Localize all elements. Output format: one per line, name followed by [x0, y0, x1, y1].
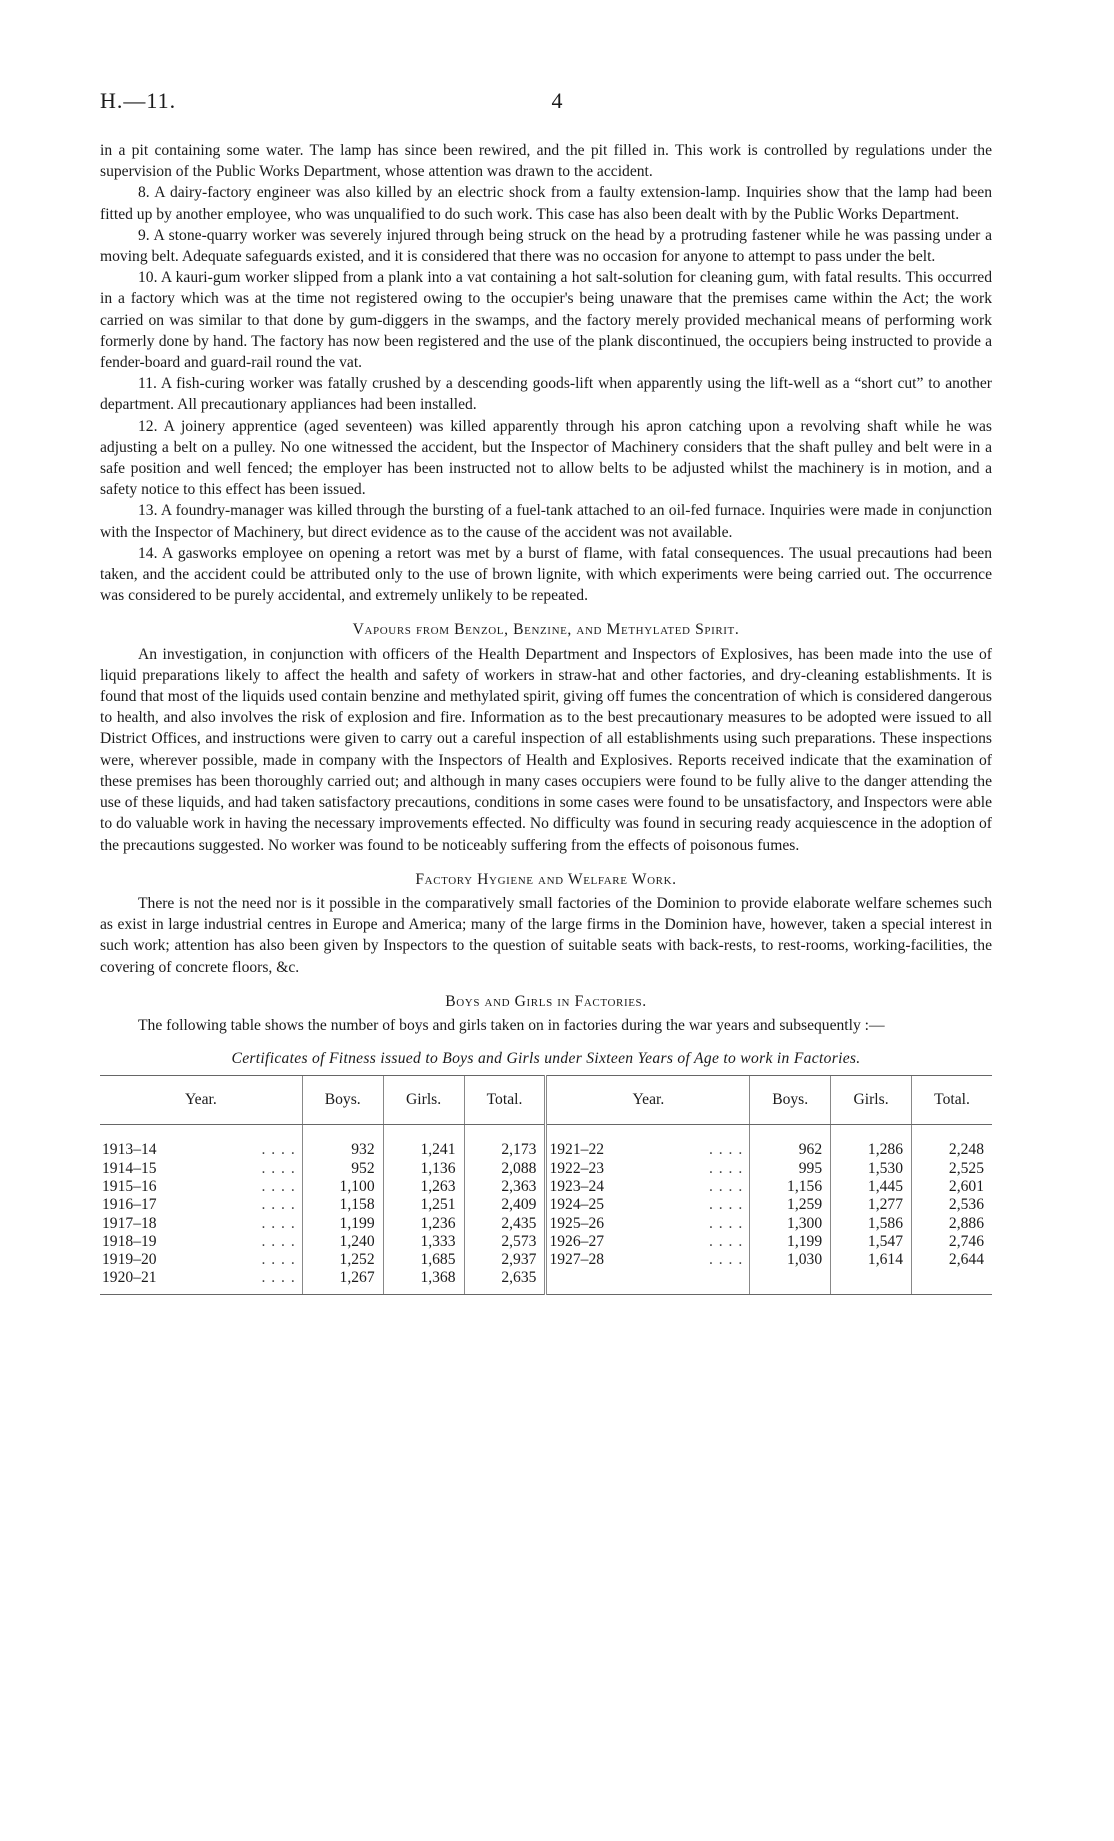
table-row [100, 1160, 992, 1178]
total-cell: 2,536 [912, 1196, 992, 1214]
year-cell: 1922–23 [546, 1160, 683, 1178]
table-header-row [100, 1076, 992, 1125]
leader-dots: . . . . [261, 1196, 296, 1214]
document-reference: H.—11. [100, 88, 177, 113]
table-row [100, 1178, 992, 1196]
boys-cell: 952 [302, 1160, 383, 1178]
table-row [100, 1233, 992, 1251]
boys-cell: 1,199 [302, 1215, 383, 1233]
paragraph: 8. A dairy-factory engineer was also killed by an electric shock from a faulty extension-lamp. Inquiries show that the lamp had been fitted up by another employee, who was unqualified to do such work. This case has also been dealt with by the Public Works Department. [100, 184, 992, 223]
table-row [100, 1251, 992, 1269]
year-cell: 1923–24 [546, 1178, 683, 1196]
paragraph: There is not the need nor is it possible in the comparatively small factories of the Dominion to provide elaborate welfare schemes such as exist in large industrial centres in Europe and America; many of the large firms in the Dominion have, however, taken a special interest in such work; attention has also been given by Inspectors to the question of suitable seats with back-rests, to rest-rooms, working-facilities, the covering of concrete floors, &c. [100, 894, 992, 976]
year-cell: 1916–17 [102, 1196, 157, 1214]
leader-dots: . . . . [261, 1141, 296, 1159]
leader-dots: . . . . [708, 1141, 744, 1159]
leader-dots [683, 1269, 750, 1287]
table-row [100, 1141, 992, 1159]
girls-cell: 1,333 [383, 1233, 464, 1251]
column-header-girls: Girls. [383, 1076, 464, 1125]
paragraph: 9. A stone-quarry worker was severely injured through being struck on the head by a protruding fastener while he was passing under a moving belt. Adequate safeguards existed, and it is considered that there was no occasion for anyone to attempt to pass under the belt. [100, 226, 992, 266]
girls-cell: 1,685 [383, 1251, 464, 1269]
boys-cell: 1,267 [302, 1269, 383, 1287]
girls-cell: 1,263 [383, 1178, 464, 1196]
column-header-total: Total. [464, 1076, 546, 1125]
boys-cell: 1,199 [750, 1233, 831, 1251]
total-cell [912, 1269, 992, 1287]
girls-cell: 1,241 [383, 1141, 464, 1159]
boys-cell: 1,030 [750, 1251, 831, 1269]
paragraph: 10. A kauri-gum worker slipped from a plank into a vat containing a hot salt-solution for cleaning gum, with fatal results. This occurred in a factory which was at the time not registered owing to the occupier's being unaware that the premises came within the Act; the work carried on was similar to that done by gum-diggers in the swamps, and the factory merely provided mechanical means of performing work formerly done by hand. The factory has now been registered and the use of the plank discontinued, the occupiers being instructed to provide a fender-board and guard-rail round the vat. [100, 269, 992, 372]
total-cell: 2,635 [464, 1269, 546, 1287]
total-cell: 2,435 [464, 1215, 546, 1233]
year-cell: 1919–20 [102, 1251, 157, 1269]
boys-cell: 1,259 [750, 1196, 831, 1214]
section-heading-boys-girls: Boys and Girls in Factories. [445, 992, 647, 1010]
paragraph: 13. A foundry-manager was killed through the bursting of a fuel-tank attached to an oil-fed furnace. Inquiries were made in conjunction with the Inspector of Machinery, but direct evidence as to the cause of the accident was not available. [100, 502, 992, 541]
paragraph: 14. A gasworks employee on opening a retort was met by a burst of flame, with fatal consequences. The usual precautions had been taken, and the accident could be attributed only to the use of brown lignite, with which experiments were being carried out. The occurrence was considered to be purely accidental, and extremely unlikely to be repeated. [100, 544, 992, 605]
girls-cell: 1,251 [383, 1196, 464, 1214]
year-cell [546, 1269, 683, 1287]
column-header-total: Total. [912, 1076, 992, 1125]
certificates-table [100, 1075, 992, 1294]
leader-dots: . . . . [708, 1159, 744, 1177]
column-header-boys: Boys. [302, 1076, 383, 1125]
section-heading-hygiene: Factory Hygiene and Welfare Work. [415, 870, 677, 888]
table-row [100, 1196, 992, 1214]
leader-dots: . . . . [261, 1177, 296, 1195]
year-cell: 1913–14 [102, 1141, 157, 1159]
total-cell: 2,088 [464, 1160, 546, 1178]
year-cell: 1915–16 [102, 1177, 157, 1195]
year-cell: 1924–25 [546, 1196, 683, 1214]
table-body [100, 1141, 992, 1287]
boys-cell: 962 [750, 1141, 831, 1159]
total-cell: 2,644 [912, 1251, 992, 1269]
leader-dots: . . . . [261, 1251, 296, 1269]
paragraph: An investigation, in conjunction with officers of the Health Department and Inspectors of Explosives, has been made into the use of liquid preparations likely to affect the health and safety of workers in straw-hat and other factories, and dry-cleaning establishments. It is found that most of the liquids used contain benzine and methylated spirit, giving off fumes the concentration of which is considered dangerous to health, and also involves the risk of explosion and fire. Information as to the best precautionary measures to be adopted were issued to all District Offices, and instructions were given to carry out a careful inspection of all establishments using such preparations. These inspections were, wherever possible, made in company with the Inspectors of Health and Explosives. Reports received indicate that the examination of these premises has been thoroughly carried out; and although in many cases occupiers were found to be fully alive to the danger attending the use of these liquids, and had taken satisfactory precautions, conditions in some cases were found to be unsatisfactory, and Inspectors were able to do valuable work in having the necessary improvements effected. No difficulty was found in securing ready acquiescence in the adoption of the precautions suggested. No worker was found to be noticeably suffering from the effects of poisonous fumes. [100, 645, 992, 854]
leader-dots: . . . . [261, 1269, 296, 1287]
section-heading-vapours: Vapours from Benzol, Benzine, and Methylated Spirit. [352, 621, 740, 639]
total-cell: 2,573 [464, 1233, 546, 1251]
girls-cell: 1,236 [383, 1215, 464, 1233]
boys-cell [750, 1269, 831, 1287]
table-bottom-rule [100, 1288, 992, 1295]
total-cell: 2,601 [912, 1178, 992, 1196]
girls-cell: 1,286 [831, 1141, 912, 1159]
leader-dots: . . . . [708, 1196, 744, 1214]
boys-cell: 995 [750, 1160, 831, 1178]
leader-dots: . . . . [261, 1214, 296, 1232]
year-cell: 1920–21 [102, 1269, 157, 1287]
paragraph: in a pit containing some water. The lamp has since been rewired, and the pit filled in. This work is controlled by regulations under the supervision of the Public Works Department, whose attention was drawn to the accident. [100, 142, 992, 181]
girls-cell [831, 1269, 912, 1287]
column-header-girls: Girls. [831, 1076, 912, 1125]
total-cell: 2,886 [912, 1215, 992, 1233]
year-cell: 1925–26 [546, 1215, 683, 1233]
total-cell: 2,363 [464, 1178, 546, 1196]
girls-cell: 1,586 [831, 1215, 912, 1233]
girls-cell: 1,530 [831, 1160, 912, 1178]
boys-cell: 1,240 [302, 1233, 383, 1251]
total-cell: 2,525 [912, 1160, 992, 1178]
boys-cell: 1,100 [302, 1178, 383, 1196]
column-header-year: Year. [546, 1076, 750, 1125]
girls-cell: 1,277 [831, 1196, 912, 1214]
leader-dots: . . . . [261, 1232, 296, 1250]
total-cell: 2,248 [912, 1141, 992, 1159]
girls-cell: 1,445 [831, 1178, 912, 1196]
table-caption: Certificates of Fitness issued to Boys and Girls under Sixteen Years of Age to work in Factories. [231, 1050, 861, 1068]
table-row [100, 1215, 992, 1233]
leader-dots: . . . . [708, 1251, 744, 1269]
document-body [100, 140, 992, 1295]
year-cell: 1914–15 [102, 1159, 157, 1177]
boys-cell: 932 [302, 1141, 383, 1159]
girls-cell: 1,547 [831, 1233, 912, 1251]
boys-cell: 1,300 [750, 1215, 831, 1233]
table-spacer [100, 1125, 992, 1142]
year-cell: 1918–19 [102, 1232, 157, 1250]
leader-dots: . . . . [261, 1159, 296, 1177]
boys-cell: 1,156 [750, 1178, 831, 1196]
paragraph: The following table shows the number of boys and girls taken on in factories during the war years and subsequently :— [138, 1016, 885, 1034]
girls-cell: 1,614 [831, 1251, 912, 1269]
page-header [100, 88, 1014, 118]
year-cell: 1921–22 [546, 1141, 683, 1159]
leader-dots: . . . . [708, 1177, 744, 1195]
total-cell: 2,746 [912, 1233, 992, 1251]
boys-cell: 1,252 [302, 1251, 383, 1269]
total-cell: 2,173 [464, 1141, 546, 1159]
paragraph: 12. A joinery apprentice (aged seventeen) was killed apparently through his apron catching upon a revolving shaft while he was adjusting a belt on a pulley. No one witnessed the accident, but the Inspector of Machinery considers that the shaft pulley and belt were in a safe position and well fenced; the employer has been instructed not to allow belts to be adjusted whilst the machinery is in motion, and a safety notice to this effect has been issued. [100, 417, 992, 499]
paragraph: 11. A fish-curing worker was fatally crushed by a descending goods-lift when apparently using the lift-well as a “short cut” to another department. All precautionary appliances had been installed. [100, 375, 992, 414]
table-row [100, 1269, 992, 1287]
column-header-year: Year. [100, 1076, 302, 1125]
total-cell: 2,937 [464, 1251, 546, 1269]
leader-dots: . . . . [708, 1214, 744, 1232]
year-cell: 1917–18 [102, 1214, 157, 1232]
year-cell: 1927–28 [546, 1251, 683, 1269]
girls-cell: 1,136 [383, 1160, 464, 1178]
column-header-boys: Boys. [750, 1076, 831, 1125]
total-cell: 2,409 [464, 1196, 546, 1214]
year-cell: 1926–27 [546, 1233, 683, 1251]
girls-cell: 1,368 [383, 1269, 464, 1287]
boys-cell: 1,158 [302, 1196, 383, 1214]
leader-dots: . . . . [708, 1232, 744, 1250]
page-number: 4 [551, 88, 563, 113]
